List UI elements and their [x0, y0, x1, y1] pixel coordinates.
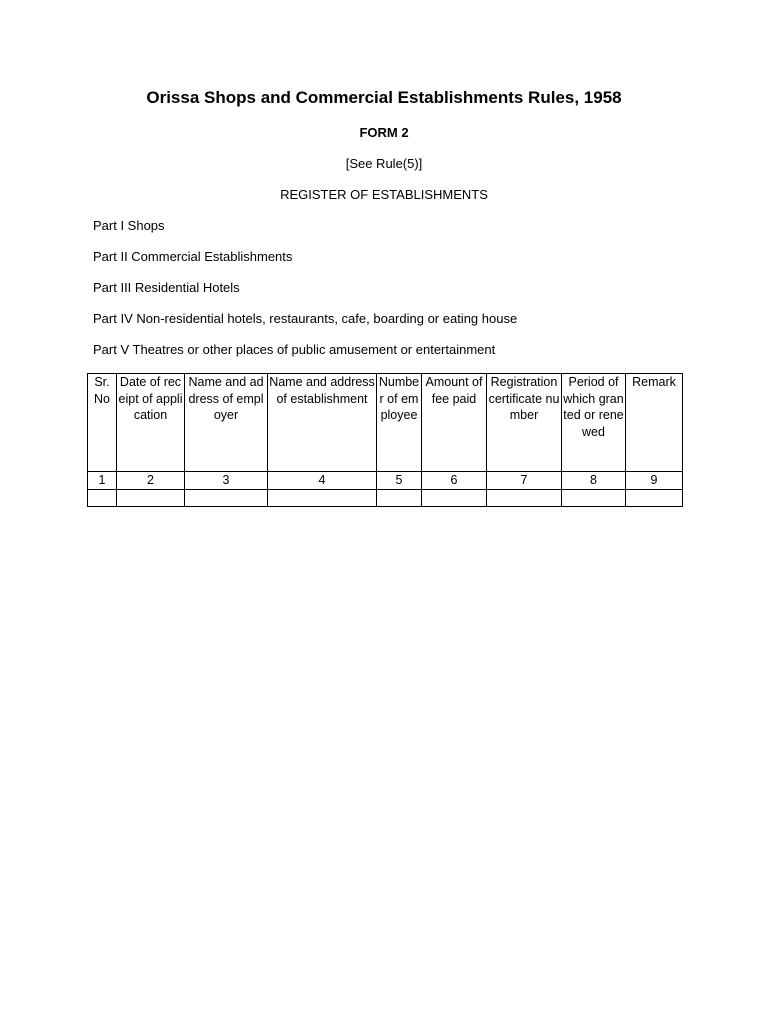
- header-row: [88, 374, 683, 472]
- part-item: Part IV Non-residential hotels, restaurants, cafe, boarding or eating house: [93, 311, 518, 326]
- part-item: Part III Residential Hotels: [93, 280, 240, 295]
- header-fee-paid: Amount of fee paid: [422, 374, 487, 472]
- header-employer: Name and address of employer: [185, 374, 268, 472]
- column-number-row: [88, 472, 683, 490]
- column-number: 4: [268, 472, 377, 490]
- header-number-of-employee: Number of employee: [377, 374, 422, 472]
- part-item: Part II Commercial Establishments: [93, 249, 293, 264]
- register-title: REGISTER OF ESTABLISHMENTS: [280, 187, 488, 202]
- column-number: 7: [487, 472, 562, 490]
- column-number: 6: [422, 472, 487, 490]
- column-number: 1: [88, 472, 117, 490]
- blank-cell: [268, 489, 377, 506]
- column-number: 8: [562, 472, 626, 490]
- blank-cell: [88, 489, 117, 506]
- header-sr-no: Sr. No: [88, 374, 117, 472]
- blank-cell: [117, 489, 185, 506]
- blank-cell: [185, 489, 268, 506]
- register-table: [87, 373, 683, 507]
- blank-cell: [487, 489, 562, 506]
- header-period: Period of which granted or renewed: [562, 374, 626, 472]
- column-number: 2: [117, 472, 185, 490]
- blank-entry-row: [88, 489, 683, 506]
- header-date-of-receipt: Date of receipt of application: [117, 374, 185, 472]
- header-remark: Remark: [626, 374, 683, 472]
- column-number: 9: [626, 472, 683, 490]
- blank-cell: [377, 489, 422, 506]
- header-certificate-number: Registration certificate number: [487, 374, 562, 472]
- document-title: Orissa Shops and Commercial Establishments Rules, 1958: [146, 88, 622, 107]
- part-item: Part V Theatres or other places of public amusement or entertainment: [93, 342, 496, 357]
- blank-cell: [422, 489, 487, 506]
- part-item: Part I Shops: [93, 218, 165, 233]
- form-number: FORM 2: [359, 125, 409, 140]
- column-number: 3: [185, 472, 268, 490]
- blank-cell: [626, 489, 683, 506]
- column-number: 5: [377, 472, 422, 490]
- blank-cell: [562, 489, 626, 506]
- rule-reference: [See Rule(5)]: [345, 156, 423, 171]
- header-establishment: Name and address of establishment: [268, 374, 377, 472]
